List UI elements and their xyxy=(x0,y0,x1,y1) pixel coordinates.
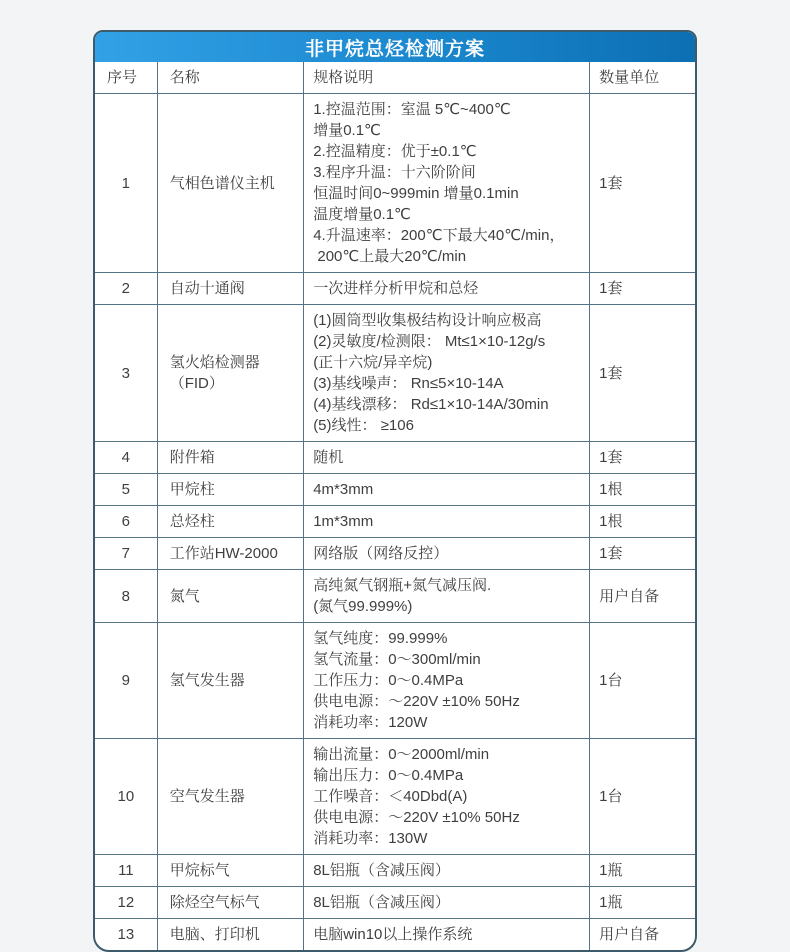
title-bar xyxy=(95,32,695,62)
row-number-cell: 6 xyxy=(95,506,157,538)
column-header-name: 名称 xyxy=(157,62,303,94)
column-header-spec: 规格说明 xyxy=(304,62,590,94)
spec-line: (氮气99.999%) xyxy=(313,598,413,615)
table-row xyxy=(95,506,695,538)
table-body xyxy=(95,94,695,951)
spec-cell xyxy=(304,273,590,305)
quantity-cell: 1套 xyxy=(590,442,695,474)
quantity-cell: 1台 xyxy=(590,739,695,855)
spec-line: 氢气纯度：99.999% xyxy=(313,630,448,647)
spec-cell xyxy=(304,887,590,919)
quantity-cell: 用户自备 xyxy=(590,919,695,951)
item-name-cell: 除烃空气标气 xyxy=(157,887,303,919)
quantity-cell: 1瓶 xyxy=(590,887,695,919)
quantity-cell: 1套 xyxy=(590,94,695,273)
spec-line: 供电电源：～220V ±10% 50Hz xyxy=(313,693,520,710)
spec-line: 1.控温范围：室温 5℃~400℃ xyxy=(313,101,511,118)
table-row xyxy=(95,538,695,570)
spec-line: 消耗功率：130W xyxy=(313,830,428,847)
spec-cell xyxy=(304,739,590,855)
spec-line: (2)灵敏度/检测限： Mt≤1×10-12g/s xyxy=(313,333,546,350)
item-name-cell: 氢火焰检测器（FID） xyxy=(157,305,303,442)
spec-cell xyxy=(304,94,590,273)
spec-line: 1m*3mm xyxy=(313,513,374,530)
spec-line: (4)基线漂移： Rd≤1×10-14A/30min xyxy=(313,396,549,413)
spec-line: 随机 xyxy=(313,449,344,466)
row-number-cell: 8 xyxy=(95,570,157,623)
row-number-cell: 7 xyxy=(95,538,157,570)
quantity-cell: 1套 xyxy=(590,305,695,442)
row-number-cell: 5 xyxy=(95,474,157,506)
spec-line: 网络版（网络反控） xyxy=(313,545,449,562)
spec-line: (3)基线噪声： Rn≤5×10-14A xyxy=(313,375,504,392)
spec-line: (5)线性： ≥106 xyxy=(313,417,414,434)
spec-line: 氢气流量：0～300ml/min xyxy=(313,651,481,668)
column-header-no: 序号 xyxy=(95,62,157,94)
spec-line: 工作噪音：＜40Dbd(A) xyxy=(313,788,468,805)
quantity-cell: 1套 xyxy=(590,273,695,305)
table-row xyxy=(95,273,695,305)
spec-line: 恒温时间0~999min 增量0.1min xyxy=(313,185,519,202)
page-title: 非甲烷总烃检测方案 xyxy=(304,38,485,60)
spec-line: 4m*3mm xyxy=(313,481,374,498)
quantity-cell: 1台 xyxy=(590,623,695,739)
spec-line: 输出压力：0～0.4MPa xyxy=(313,767,464,784)
detection-plan-card xyxy=(93,30,697,952)
quantity-cell: 1套 xyxy=(590,538,695,570)
table-row xyxy=(95,442,695,474)
item-name-cell: 电脑、打印机 xyxy=(157,919,303,951)
column-header-qty: 数量单位 xyxy=(590,62,695,94)
table-row xyxy=(95,919,695,951)
spec-table xyxy=(95,62,695,950)
spec-cell xyxy=(304,474,590,506)
spec-line: (1)圆筒型收集极结构设计响应极高 xyxy=(313,312,542,329)
spec-line: 输出流量：0～2000ml/min xyxy=(313,746,490,763)
table-row xyxy=(95,570,695,623)
row-number-cell: 9 xyxy=(95,623,157,739)
row-number-cell: 2 xyxy=(95,273,157,305)
item-name-cell: 甲烷标气 xyxy=(157,855,303,887)
quantity-cell: 1根 xyxy=(590,506,695,538)
item-name-cell: 氢气发生器 xyxy=(157,623,303,739)
spec-line: 电脑win10以上操作系统 xyxy=(313,926,473,943)
table-row xyxy=(95,474,695,506)
row-number-cell: 3 xyxy=(95,305,157,442)
spec-line: 供电电源：～220V ±10% 50Hz xyxy=(313,809,520,826)
spec-line: 8L铝瓶（含减压阀） xyxy=(313,862,450,879)
spec-line: 3.程序升温：十六阶阶间 xyxy=(313,164,476,181)
spec-cell xyxy=(304,570,590,623)
table-header xyxy=(95,62,695,94)
row-number-cell: 13 xyxy=(95,919,157,951)
spec-line: 温度增量0.1℃ xyxy=(313,206,411,223)
item-name-cell: 气相色谱仪主机 xyxy=(157,94,303,273)
spec-line: 高纯氮气钢瓶+氮气减压阀. xyxy=(313,577,492,594)
table-header-row xyxy=(95,62,695,94)
spec-line: (正十六烷/异辛烷) xyxy=(313,354,433,371)
spec-cell xyxy=(304,919,590,951)
spec-line: 200℃上最大20℃/min xyxy=(313,248,467,265)
item-name-cell: 氮气 xyxy=(157,570,303,623)
spec-line: 增量0.1℃ xyxy=(313,122,381,139)
spec-cell xyxy=(304,538,590,570)
item-name-cell: 总烃柱 xyxy=(157,506,303,538)
table-row xyxy=(95,305,695,442)
table-row xyxy=(95,887,695,919)
spec-cell xyxy=(304,442,590,474)
table-row xyxy=(95,623,695,739)
spec-line: 8L铝瓶（含减压阀） xyxy=(313,894,450,911)
spec-line: 一次进样分析甲烷和总烃 xyxy=(313,280,479,297)
spec-cell xyxy=(304,506,590,538)
table-row xyxy=(95,855,695,887)
quantity-cell: 1瓶 xyxy=(590,855,695,887)
row-number-cell: 12 xyxy=(95,887,157,919)
item-name-cell: 附件箱 xyxy=(157,442,303,474)
row-number-cell: 11 xyxy=(95,855,157,887)
spec-cell xyxy=(304,855,590,887)
item-name-cell: 空气发生器 xyxy=(157,739,303,855)
spec-line: 工作压力：0～0.4MPa xyxy=(313,672,464,689)
quantity-cell: 用户自备 xyxy=(590,570,695,623)
item-name-cell: 甲烷柱 xyxy=(157,474,303,506)
table-row xyxy=(95,94,695,273)
row-number-cell: 4 xyxy=(95,442,157,474)
spec-line: 2.控温精度：优于±0.1℃ xyxy=(313,143,477,160)
spec-cell xyxy=(304,305,590,442)
spec-line: 4.升温速率：200℃下最大40℃/min， xyxy=(313,227,565,244)
spec-line: 消耗功率：120W xyxy=(313,714,428,731)
quantity-cell: 1根 xyxy=(590,474,695,506)
row-number-cell: 10 xyxy=(95,739,157,855)
item-name-cell: 工作站HW-2000 xyxy=(157,538,303,570)
spec-cell xyxy=(304,623,590,739)
table-row xyxy=(95,739,695,855)
item-name-cell: 自动十通阀 xyxy=(157,273,303,305)
row-number-cell: 1 xyxy=(95,94,157,273)
